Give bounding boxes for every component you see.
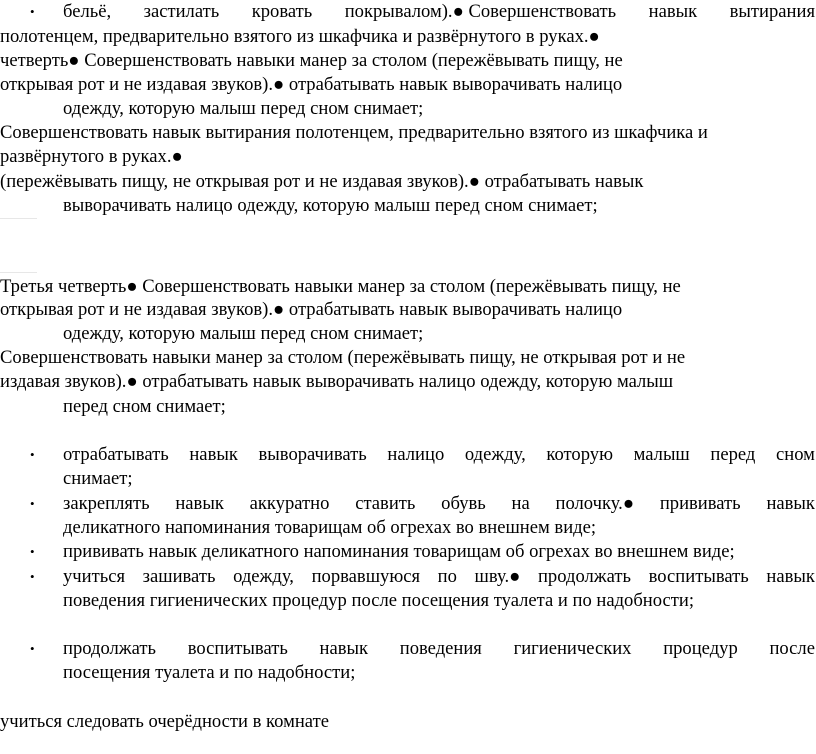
word: процедур (663, 638, 738, 659)
text-line: одежду, которую малыш перед сном снимает; (63, 323, 424, 344)
word: закреплять (63, 493, 150, 514)
text-line: Совершенствовать навыки манер за столом (пережёвывать пищу, не открывая рот и не (0, 347, 686, 368)
bullet-marker: • (30, 641, 35, 656)
word: после (769, 638, 815, 659)
list-item-line: прививать навык деликатного напоминания товарищам об огрехах во внешнем виде; (63, 541, 735, 562)
word: на (511, 493, 530, 514)
text-line (63, 0, 815, 24)
word: гигиенических (513, 638, 632, 659)
list-item-line: поведения гигиенических процедур после посещения туалета и по надобности; (63, 590, 695, 611)
list-item-line: посещения туалета и по надобности; (63, 662, 356, 683)
word: навык (175, 493, 224, 514)
list-item-line (63, 443, 815, 467)
bullet-marker: • (30, 569, 35, 584)
word: воспитывать (648, 566, 749, 587)
text-line: открывая рот и не издавая звуков).● отрабатывать навык выворачивать налицо (0, 74, 623, 95)
text-line: Совершенствовать навык вытирания полотенцем, предварительно взятого из шкафчика и (0, 122, 708, 143)
text-line: развёрнутого в руках.● (0, 146, 183, 167)
word: отрабатывать (63, 444, 169, 465)
list-item-line: деликатного напоминания товарищам об огрехах во внешнем виде; (63, 517, 597, 538)
word: продолжать (537, 566, 631, 587)
bullet-marker: • (30, 544, 35, 559)
bullet-marker: • (30, 4, 35, 19)
word: обувь (441, 493, 486, 514)
word: налицо (387, 444, 445, 465)
word: малыш (633, 444, 690, 465)
list-item-line (63, 492, 815, 516)
text-line: четверть● Совершенствовать навыки манер за столом (пережёвывать пищу, не (0, 50, 623, 71)
word: порвавшуюся (311, 566, 421, 587)
word: вытирания (729, 1, 815, 22)
list-item-line (63, 565, 815, 589)
word: одежду, (464, 444, 526, 465)
word: бельё, (63, 1, 112, 22)
text-line: Третья четверть● Совершенствовать навыки манер за столом (пережёвывать пищу, не (0, 276, 681, 297)
word: навык (766, 493, 815, 514)
text-line: издавая звуков).● отрабатывать навык выворачивать налицо одежду, которую малыш (0, 371, 674, 392)
word: учиться (63, 566, 126, 587)
word: продолжать (63, 638, 157, 659)
text-line: выворачивать налицо одежду, которую малыш перед сном снимает; (63, 195, 598, 216)
word: прививать (659, 493, 741, 514)
text-line: полотенцем, предварительно взятого из шкафчика и развёрнутого в руках.● (0, 26, 600, 47)
separator (0, 272, 37, 273)
bullet-marker: • (30, 496, 35, 511)
word: одежду, (233, 566, 294, 587)
word: поведения (399, 638, 482, 659)
word: зашивать (142, 566, 216, 587)
word: по (437, 566, 457, 587)
word: застилать (143, 1, 220, 22)
word: ставить (355, 493, 416, 514)
word: перед (710, 444, 756, 465)
word: навык (189, 444, 238, 465)
text-line: (пережёвывать пищу, не открывая рот и не издавая звуков).● отрабатывать навык (0, 171, 644, 192)
word: навык (766, 566, 815, 587)
word: которую (546, 444, 613, 465)
word: выворачивать (258, 444, 367, 465)
separator (0, 218, 37, 219)
list-item-line (63, 637, 815, 661)
word: покрывалом).● Совершенствовать (344, 1, 617, 22)
word: воспитывать (187, 638, 288, 659)
text-line: учиться следовать очерёдности в комнате (0, 711, 329, 732)
word: аккуратно (249, 493, 330, 514)
word: навык (648, 1, 698, 22)
word: кровать (251, 1, 313, 22)
bullet-marker: • (30, 447, 35, 462)
word: шву.● (474, 566, 521, 587)
text-line: открывая рот и не издавая звуков).● отрабатывать навык выворачивать налицо (0, 299, 623, 320)
word: полочку.● (555, 493, 635, 514)
text-line: одежду, которую малыш перед сном снимает; (63, 98, 424, 119)
word: навык (319, 638, 369, 659)
word: сном (776, 444, 815, 465)
list-item-line: снимает; (63, 468, 133, 489)
text-line: перед сном снимает; (63, 396, 226, 417)
